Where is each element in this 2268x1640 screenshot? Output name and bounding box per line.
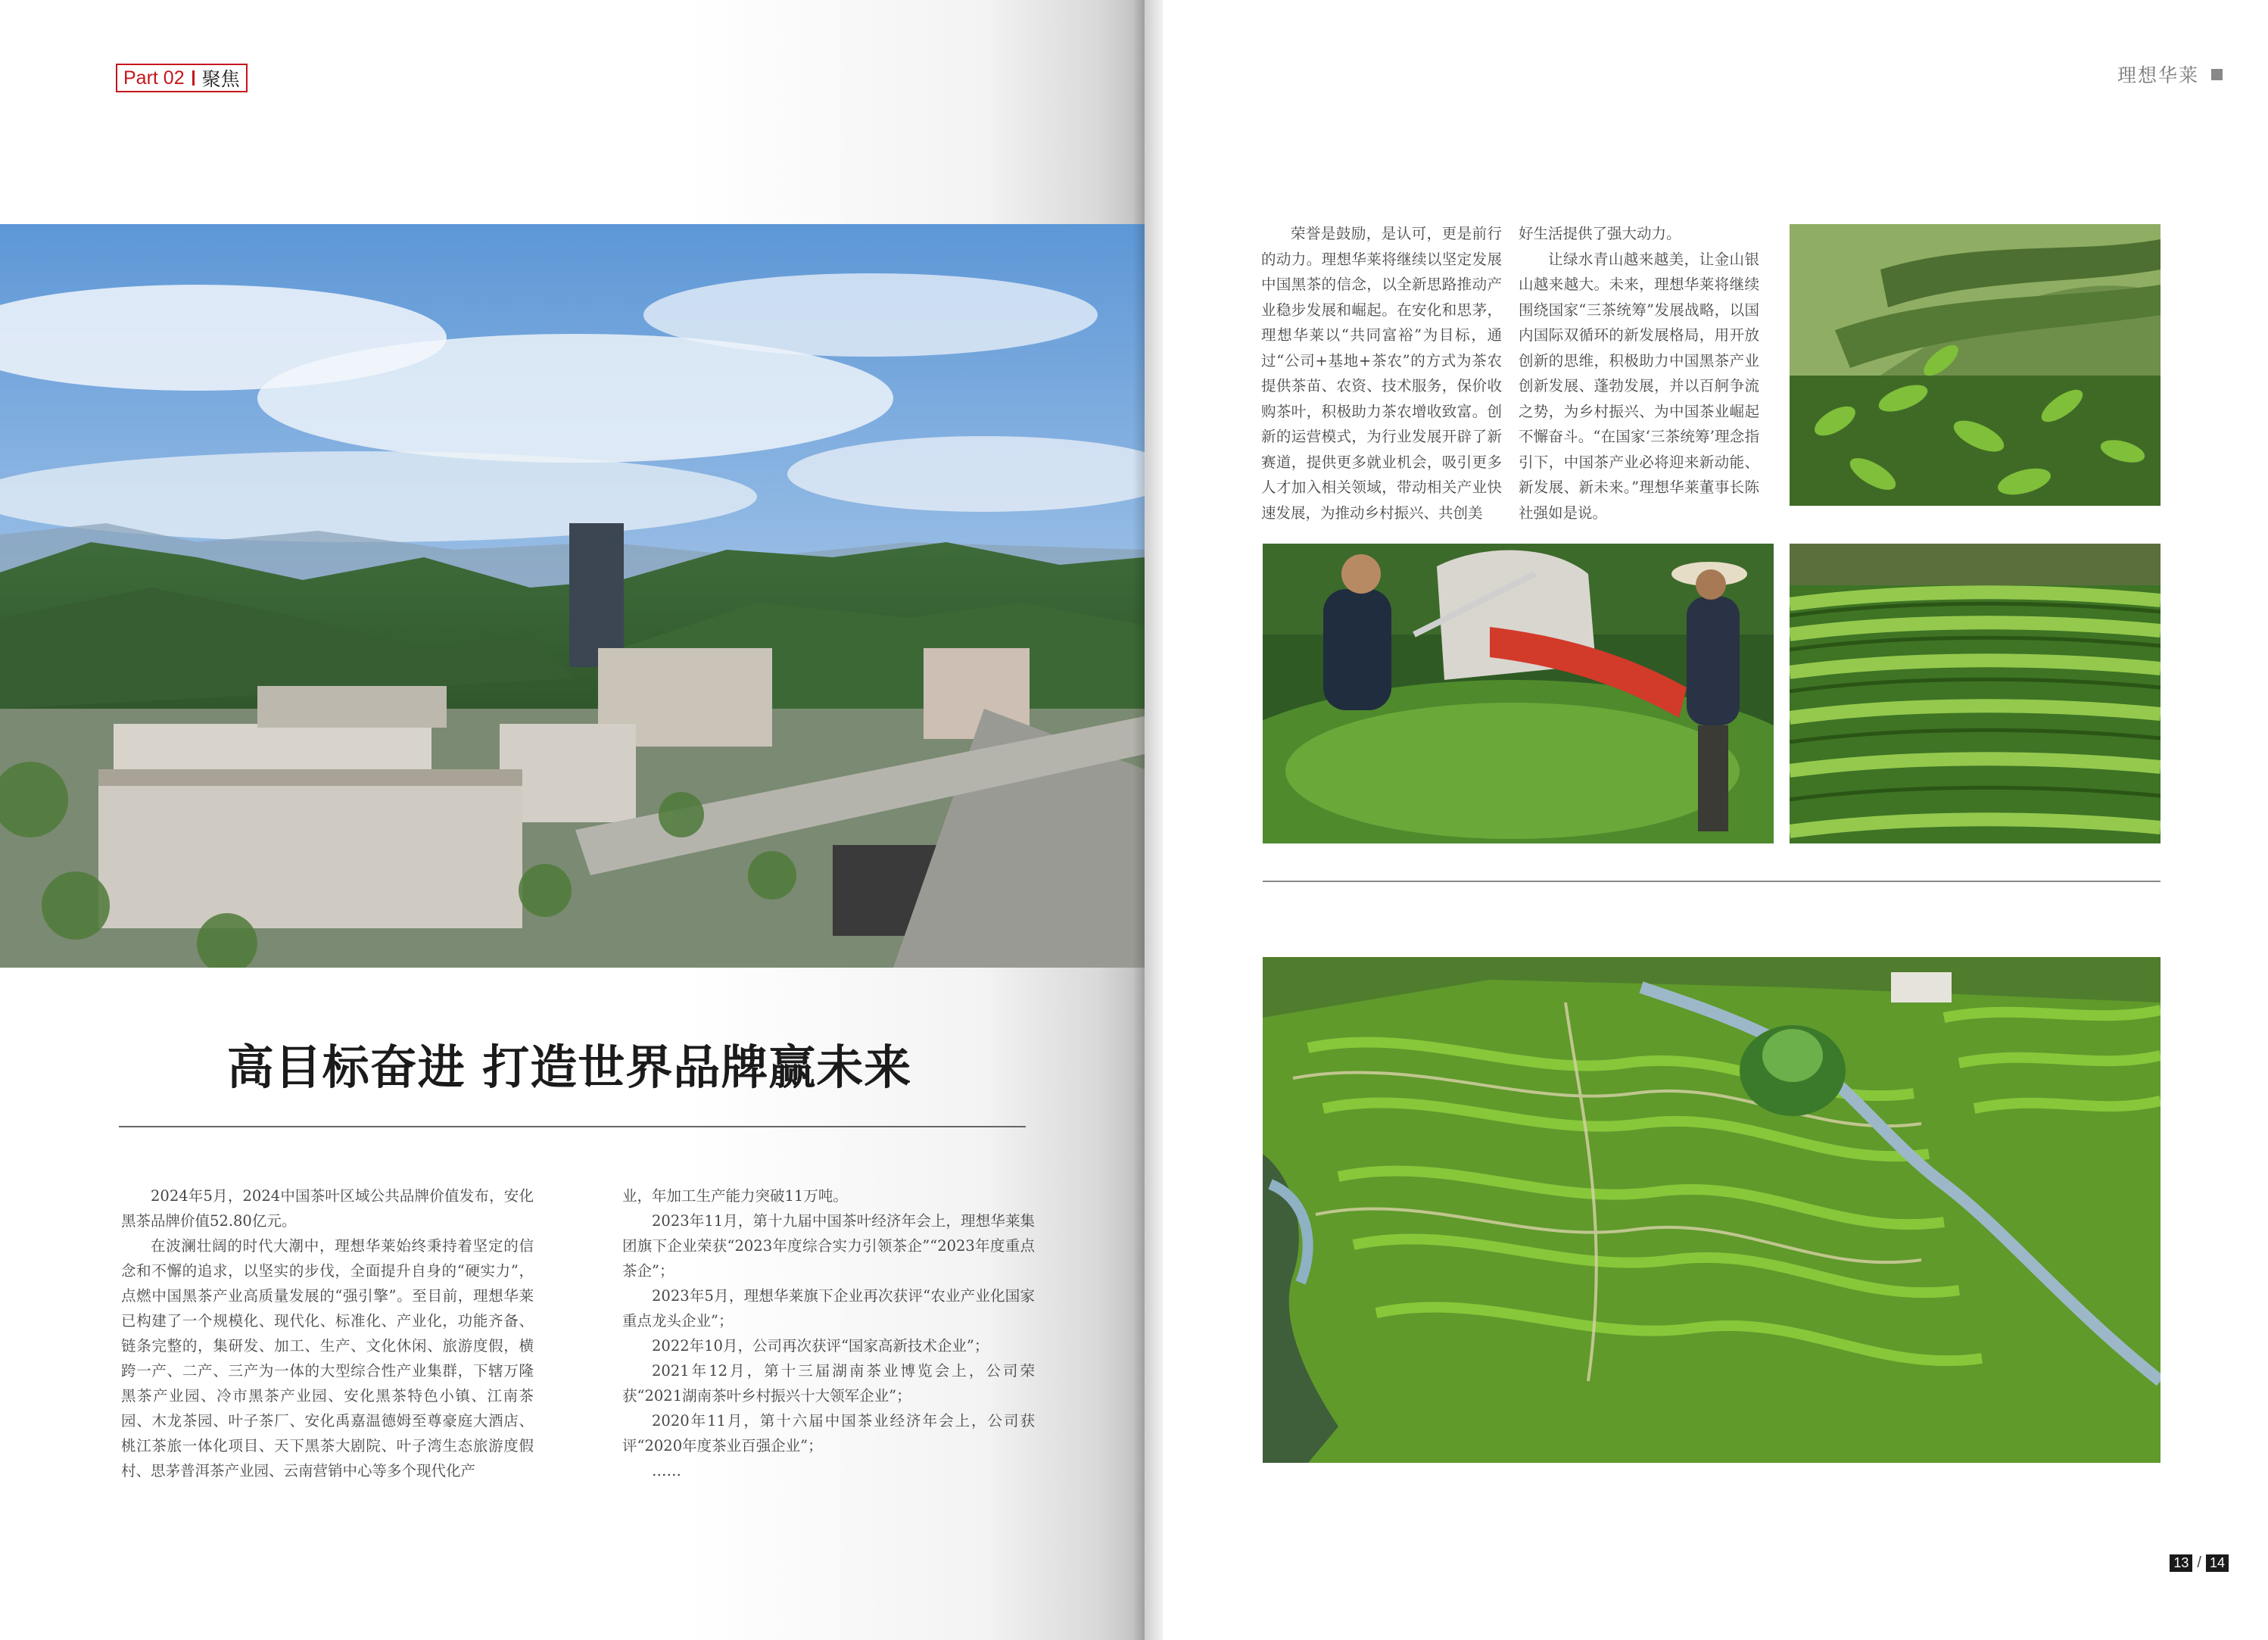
paragraph: 业，年加工生产能力突破11万吨。 (622, 1187, 848, 1205)
part-number: Part 02 (123, 67, 185, 89)
paragraph: 2024年5月，2024中国茶叶区域公共品牌价值发布，安化黑茶品牌价值52.80亿元。 (121, 1187, 534, 1230)
paragraph: 在波澜壮阔的时代大潮中，理想华莱始终秉持着坚定的信念和不懈的追求，以坚实的步伐，全面提升自身的“硬实力”，点燃中国黑茶产业高质量发展的“强引擎”。至目前，理想华莱已构建了一个规模化、现代化、标准化、产业化，功能齐备、链条完整的，集研发、加工、生产、文化休闲、旅游度假，横跨一产、二产、三产为一体的大型综合性产业集群，下辖万隆黑茶产业园、冷市黑茶产业园、安化黑茶特色小镇、江南茶园、木龙茶园、叶子茶厂、安化禹嘉温德姆至尊豪庭大酒店、桃江茶旅一体化项目、天下黑茶大剧院、叶子湾生态旅游度假村、思茅普洱茶产业园、云南营销中心等多个现代化产 (121, 1237, 534, 1479)
spine-shadow (1132, 0, 1163, 1640)
article-headline: 高目标奋进 打造世界品牌赢未来 (226, 1040, 912, 1095)
page-number-right: 14 (2206, 1554, 2229, 1572)
paragraph: 好生活提供了强大动力。 (1519, 225, 1681, 242)
headline-divider (119, 1126, 1026, 1127)
article-column-1 (121, 1183, 534, 1483)
page-number-left: 13 (2170, 1554, 2192, 1572)
magazine-brand (2117, 61, 2223, 88)
section-tag (116, 64, 248, 92)
brand-square-icon (2211, 69, 2223, 80)
paragraph: 让绿水青山越来越美，让金山银山越来越大。未来，理想华莱将继续围绕国家“三茶统筹”发展战略，以国内国际双循环的新发展格局，用开放创新的思维，积极助力中国黑茶产业创新发展、蓬勃发展，并以百舸争流之势，为乡村振兴、为中国茶业崛起不懈奋斗。“在国家‘三茶统筹’理念指引下，中国茶产业必将迎来新动能、新发展、新未来。”理想华莱董事长陈社强如是说。 (1519, 250, 1759, 522)
paragraph: …… (652, 1462, 681, 1479)
section-label: 聚焦 (201, 69, 240, 90)
paragraph: 2021年12月，第十三届湖南茶业博览会上，公司荣获“2021湖南茶叶乡村振兴十大领军企业”； (622, 1362, 1035, 1405)
tea-plantation-rows-photo (1790, 544, 2161, 843)
paragraph: 荣誉是鼓励，是认可，更是前行的动力。理想华莱将继续以坚定发展中国黑茶的信念，以全新思路推动产业稳步发展和崛起。在安化和思茅，理想华莱以“共同富裕”为目标，通过“公司+基地+茶农”的方式为茶农提供茶苗、农资、技术服务，保价收购茶叶，积极助力茶农增收致富。创新的运营模式，为行业发展开辟了新赛道，提供更多就业机会，吸引更多人才加入相关领域，带动相关产业快速发展，为推动乡村振兴、共创美 (1261, 225, 1502, 522)
paragraph: 2022年10月，公司再次获评“国家高新技术企业”； (652, 1337, 989, 1355)
paragraph: 2023年5月，理想华莱旗下企业再次获评“农业产业化国家重点龙头企业”； (622, 1287, 1035, 1330)
article-column-2 (622, 1183, 1035, 1483)
right-page (1145, 0, 2268, 1640)
right-column-2 (1519, 221, 1759, 525)
paragraph: 2023年11月，第十九届中国茶叶经济年会上，理想华莱集团旗下企业荣获“2023年度综合实力引领茶企”“2023年度重点茶企”； (622, 1212, 1035, 1280)
right-column-1 (1261, 221, 1502, 525)
page-numbers (2170, 1554, 2229, 1572)
tea-harvest-workers-photo (1263, 544, 1774, 843)
hero-photo-industrial-park (0, 224, 1145, 968)
paragraph: 2020年11月，第十六届中国茶业经济年会上，公司获评“2020年度茶业百强企业”； (622, 1412, 1035, 1454)
aerial-tea-terraces-photo (1263, 957, 2161, 1463)
brand-name: 理想华莱 (2117, 65, 2199, 86)
section-divider (1263, 881, 2161, 882)
page-number-separator: / (2197, 1554, 2201, 1571)
tea-leaves-photo (1790, 224, 2161, 506)
